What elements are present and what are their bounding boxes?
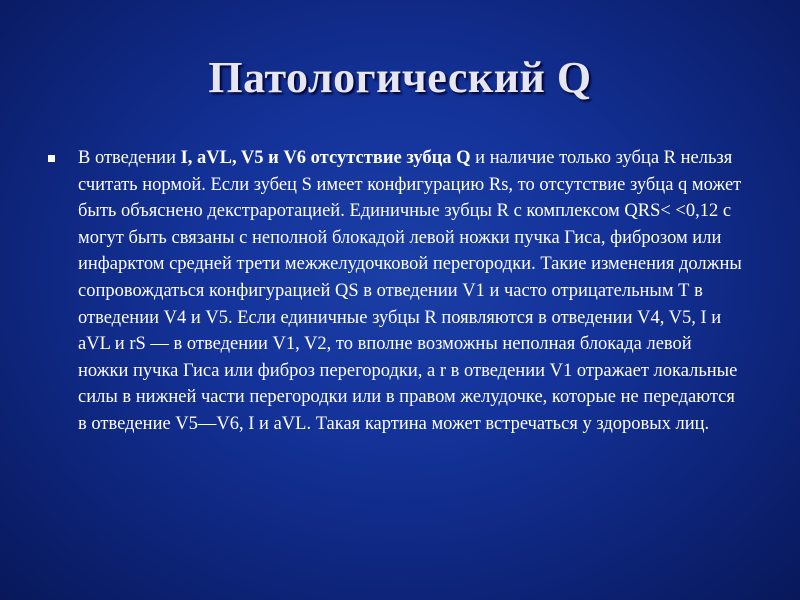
square-bullet-icon (48, 155, 55, 162)
bullet-text-lead: В отведении (78, 148, 181, 168)
bullet-item (44, 145, 744, 438)
slide-title: Патологический Q (208, 53, 592, 102)
bullet-text-rest: и наличие только зубца R нельзя считать нормой. Если зубец S имеет конфигурацию Rs, то отсутствие зубца q может быть объяснено декстраротацией. Единичные зубцы R с комплексом QRS< <0,12 с могут быть связаны с неполной блокадой левой ножки пучка Гиса, фиброзом или инфарктом средней трети межжелудочковой перегородки. Такие изменения должны сопровождаться конфигурацией QS в отведении V1 и часто отрицательным Т в отведении V4 и V5. Если единичные зубцы R появляются в отведении V4, V5, I и aVL и rS — в отведении V1, V2, то вполне возможны неполная блокада левой ножки пучка Гиса или фиброз перегородки, а r в отведении V1 отражает локальные силы в нижней части перегородки или в правом желудочке, которые не передаются в отведение V5—V6, I и aVL. Такая картина может встречаться у здоровых лиц. (78, 148, 742, 434)
slide-body (44, 145, 744, 438)
bullet-text-bold: I, aVL, V5 и V6 отсутствие зубца Q (180, 148, 471, 168)
